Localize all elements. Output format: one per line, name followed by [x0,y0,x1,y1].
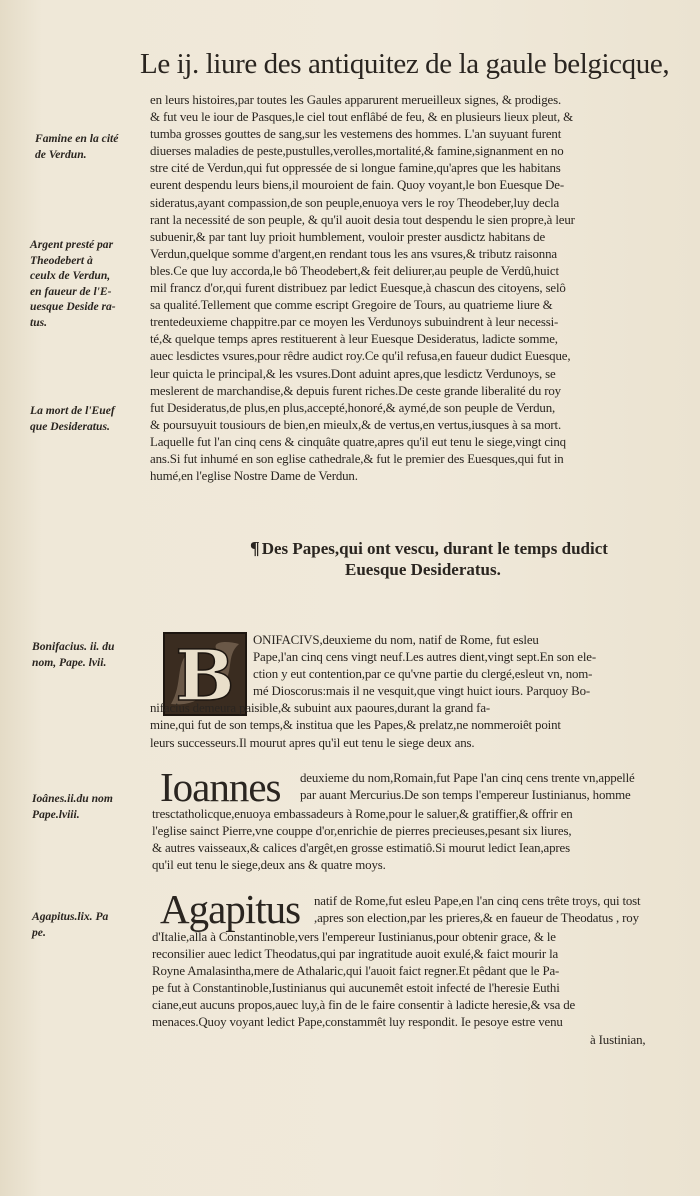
catchword: à Iustinian, [590,1033,646,1047]
text-line: ans.Si fut inhumé en son eglise cathedrale,& fut le premier des Euesques,qui fut in [150,451,564,466]
text-line: diuerses maladies de peste,pustulles,verolles,mortalité,& famine,signanment en no [150,144,564,159]
section-heading-line1 [250,538,680,559]
text-line: deuxieme du nom,Romain,fut Pape l'an cinq cens trente vn,appellé [300,771,635,785]
margin-note-line: pe. [32,925,46,939]
text-line: ciane,eut aucuns propos,auec luy,à fin de le faire consentir à ladicte heresie,& vsa de [152,998,576,1013]
text-line: reconsilier auec ledict Theodatus,qui par ingratitude auoit exulé,& faict mourir la [152,947,559,962]
text-line: d'Italie,alla à Constantinoble,vers l'empereur Iustinianus,pour obtenir grace, & le [152,930,556,944]
text-line: Royne Amalasintha,mere de Athalaric,qui l'auoit faict regner.Et pêdant que le Pa- [152,964,560,979]
boniface-text-beside [253,632,685,700]
boniface-text [150,700,685,751]
text-line: mé Dioscorus:mais il ne vesquit,que vingt huict iours. Parquoy Bo- [253,684,591,699]
margin-note-line: Ioânes.ii.du nom [32,792,113,805]
text-line: qu'il eut tenu le siege,deux ans & quatre moys. [152,858,386,873]
text-line: bles.Ce que luy accorda,le bô Theodebert,& feit deliurer,au peuple de Verdû,huict [150,263,559,278]
text-line: par auant Mercurius.De son temps l'empereur Iustinianus, homme [300,788,631,803]
text-line: ction y eut contention,par ce qu'vne partie du clergé,esleut vn, nom- [253,667,593,682]
drop-cap-letter: B [175,634,235,714]
text-line: Pape,l'an cinq cens vingt neuf.Les autres dient,vingt sept.En son ele- [253,650,596,665]
text-line: auec lesdictes vsures,pour rêdre audict roy.Ce qu'il refusa,en faueur dudict Euesque, [150,349,571,364]
agapitus-initial-word: Agapitus [160,886,301,932]
text-line: natif de Rome,fut esleu Pape,en l'an cinq cens trête troys, qui tost [314,894,641,908]
margin-note-famine [35,131,150,162]
text-line: ,apres son election,par les prieres,& en faueur de Theodatus , roy [314,911,639,926]
ioannes-initial-word: Ioannes [160,764,281,810]
section1-text [150,92,685,485]
margin-note-line: Argent presté par [30,238,114,251]
text-line: & autres vaisseaux,& calices d'argêt,en grosse estimatiô.Si mourut ledict Iean,apres [152,841,570,856]
margin-note-line: La mort de l'Euef [30,404,115,417]
text-line: & fut veu le iour de Pasques,le ciel tout enflâbé de feu, & en plusieurs lieux pleut, & [150,110,573,125]
margin-note-line: uesque Deside ra- [30,300,116,313]
text-line: fut Desideratus,de plus,en plus,accepté,honoré,& aymé,de son peuple de Verdun, [150,400,556,415]
text-line: mine,qui fut de son temps,& institua que les Papes,& prelatz,ne nommeroiêt point [150,718,561,733]
text-line: meslerent de marchandise,& depuis furent riches.De ceste grande liberalité du roy [150,383,561,398]
text-line: sa qualité.Tellement que comme escript Gregoire de Tours, au quatrieme liure & [150,298,553,313]
text-line: tresctatholicque,enuoya embassadeurs à Rome,pour le saluer,& gratiffier,& offrir en [152,807,573,821]
margin-note-line: tus. [30,315,48,329]
text-line: en leurs histoires,par toutes les Gaules apparurent merueilleux signes, & prodiges. [150,93,562,107]
margin-note-line: ceulx de Verdun, [30,269,111,282]
text-line: stre cité de Verdun,qui fut oppressée de si longue famine,qu'apres que les habitans [150,161,561,176]
text-line: menaces.Quoy voyant ledict Pape,constammêt luy respondit. Ie pesoye estre venu [152,1015,563,1030]
text-line: leur quicta le principal,& les vsures.Dont aduint apres,que lesdictz Verdunoys, se [150,366,556,381]
margin-note-agapitus [32,909,147,940]
text-line: rant la necessité de son peuple, & qu'il auoit desia tout despendu le sien propre,à leur [150,212,575,227]
text-line: & poursuyuit tousiours de bien,en mieulx,& de vertus,en vertus,iusques à sa mort. [150,417,562,432]
margin-note-ioannes [32,791,147,822]
margin-note-line: Theodebert à [30,253,93,267]
section-heading [250,538,680,580]
text-line: mil francz d'or,qui furent distribuez par ledict Euesque,à chascun des citoyens, selô [150,281,566,296]
pilcrow-icon: ¶ [250,538,260,558]
heading-text-1: Des Papes,qui ont vescu, durant le temps dudict [261,539,608,558]
running-head: Le ij. liure des antiquitez de la gaule belgicque, [140,48,670,80]
text-line: l'eglise sainct Pierre,vne couppe d'or,enrichie de pierres precieuses,pesant six liures, [152,824,572,839]
text-line: té,& quelque temps apres restituerent à leur Euesque Desideratus, ladicte somme, [150,332,558,347]
margin-note-line: que Desideratus. [30,419,110,433]
section-heading-line2: Euesque Desideratus. [345,560,501,579]
text-line: ONIFACIVS,deuxieme du nom, natif de Rome, fut esleu [253,633,539,647]
margin-note-line: Agapitus.lix. Pa [32,910,109,923]
agapitus-text-beside [314,893,690,927]
margin-note-line: Famine en la cité [35,132,119,145]
text-line: subuenir,& par tant luy prioit humblement, vouloir prester ausdictz habitans de [150,229,546,244]
ioannes-text-beside [300,770,690,804]
agapitus-text [152,929,687,1032]
margin-note-line: nom, Pape. lvii. [32,655,107,669]
margin-note-mort-euesque [30,403,145,434]
margin-note-line: de Verdun. [35,147,87,161]
text-line: Laquelle fut l'an cinq cens & cinquâte quatre,apres qu'il eut tenu le siege,vingt cinq [150,434,566,449]
text-line: nifacius demeura paisible,& subuint aux paoures,durant la grand fa- [150,701,491,716]
margin-note-line: en faueur de l'E- [30,284,112,298]
text-line: Verdun,quelque somme d'argent,en rendant tous les ans vsures,& tributz raisonna [150,246,557,261]
text-line: eurent despendu leurs biens,il mouroient de fain. Quoy voyant,le bon Euesque De- [150,178,564,193]
margin-note-bonifacius [32,639,147,670]
text-line: tumba grosses gouttes de sang,sur les vestemens des hommes. L'an suyuant furent [150,127,562,142]
text-line: pe fut à Constantinoble,Iustinianus qui aucunemêt estoit infecté de l'heresie Euthi [152,981,560,996]
margin-note-line: Pape.lviii. [32,807,80,821]
text-line: trentedeuxieme chappitre.par ce moyen les Verdunoys subuindrent à leur necessi- [150,315,559,330]
margin-note-argent [30,237,145,330]
margin-note-line: Bonifacius. ii. du [32,640,115,653]
text-line: sideratus,ayant compassion,de son peuple,enuoya vers le roy Theodeber,luy decla [150,195,560,210]
text-line: leurs successeurs.Il mourut apres qu'il eut tenu le siege deux ans. [150,735,475,750]
ioannes-text [152,806,687,874]
text-line: humé,en l'eglise Nostre Dame de Verdun. [150,469,358,484]
